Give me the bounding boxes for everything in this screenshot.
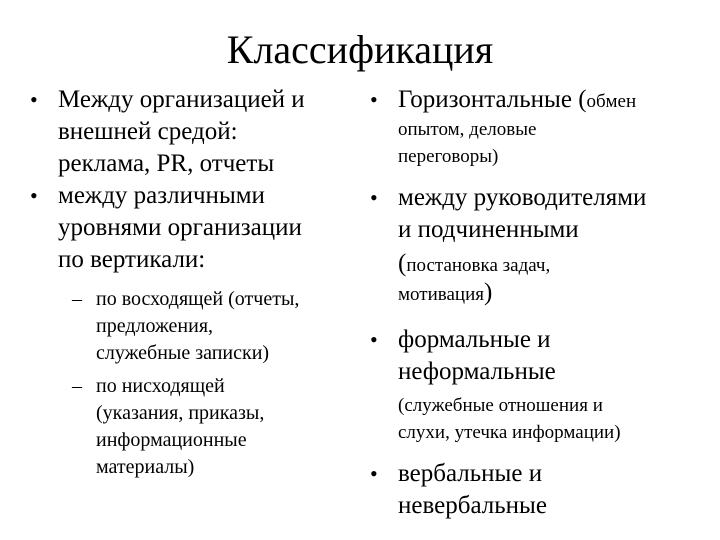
bullet-icon: •	[370, 185, 378, 210]
sub-item-line: по нисходящей	[96, 375, 225, 397]
paren: )	[483, 279, 493, 306]
item-note: обмен	[586, 91, 637, 112]
dash-icon: –	[72, 375, 82, 397]
item-line: невербальные	[398, 492, 547, 519]
sub-item-line: информационные	[96, 429, 247, 451]
sub-item-line: служебные записки)	[96, 342, 270, 364]
sub-item-line: предложения,	[96, 315, 214, 337]
sub-list-item	[28, 286, 358, 367]
item-note-line	[398, 250, 713, 279]
list-item	[368, 458, 713, 522]
note-text: мотивация	[398, 284, 484, 305]
item-line: и подчиненными	[398, 216, 579, 243]
left-column	[28, 84, 358, 481]
item-note-line	[398, 279, 713, 308]
bullet-icon: •	[30, 183, 38, 208]
item-line: реклама, PR, отчеты	[58, 150, 275, 177]
item-line: между руководителями	[398, 184, 647, 211]
list-item	[368, 324, 713, 446]
bullet-icon: •	[370, 461, 378, 486]
item-text: Горизонтальные (	[398, 86, 587, 113]
item-line: уровнями организации	[58, 214, 302, 241]
list-item	[368, 84, 713, 170]
bullet-icon: •	[30, 87, 38, 112]
list-item	[28, 84, 358, 180]
item-note-line: переговоры)	[398, 146, 499, 167]
sub-item-line: (указания, приказы,	[96, 402, 265, 424]
item-line: по вертикали:	[58, 246, 206, 273]
paren: (	[398, 250, 407, 277]
item-note-line: опытом, деловые	[398, 119, 537, 140]
item-line: формальные и	[398, 326, 551, 353]
bullet-icon: •	[370, 327, 378, 352]
item-line: вербальные и	[398, 460, 543, 487]
item-line: Между организацией и	[58, 86, 305, 113]
sub-list-item	[28, 373, 358, 481]
sub-item-line: материалы)	[96, 456, 195, 478]
sub-item-line: по восходящей (отчеты,	[96, 288, 300, 310]
item-line: между различными	[58, 182, 265, 209]
list-item	[28, 180, 358, 276]
note-text: постановка задач,	[406, 255, 551, 276]
item-line: неформальные	[398, 358, 556, 385]
bullet-icon: •	[370, 87, 378, 112]
list-item	[368, 182, 713, 308]
right-column	[368, 84, 713, 522]
item-note-line: слухи, утечка информации)	[398, 422, 621, 443]
item-line	[398, 84, 713, 116]
item-note-line: (служебные отношения и	[398, 395, 603, 416]
item-line: внешней средой:	[58, 118, 238, 145]
dash-icon: –	[72, 288, 82, 310]
slide-title: Классификация	[226, 27, 494, 72]
